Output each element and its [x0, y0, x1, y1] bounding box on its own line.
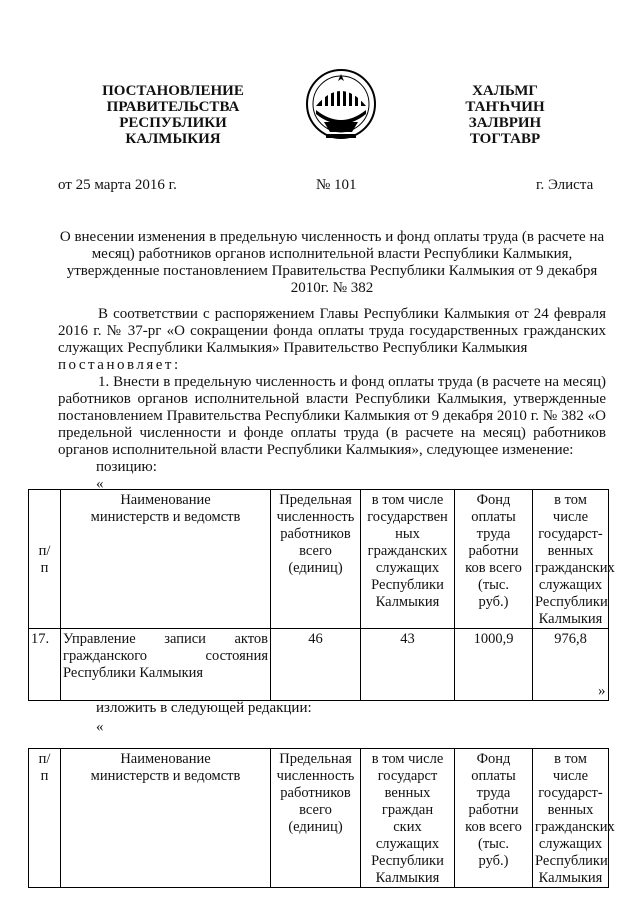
row-num: 17.	[29, 629, 61, 701]
document-date: от 25 марта 2016 г.	[58, 177, 177, 193]
coat-of-arms-icon	[296, 66, 386, 146]
table-header-row	[29, 490, 609, 629]
header-name: Наименование министерств и ведомств	[61, 749, 271, 888]
header-right-title: ХАЛЬМГ ТАҤҺЧИН ЗАЛВРИН ТОГТАВР	[465, 83, 545, 147]
preamble-paragraph: В соответствии с распоряжением Главы Республики Калмыкия от 24 февраля 2016 г. № 37-рг «О сокращении фонда оплаты труда государственных гражданских служащих Республики Калмыкия» Правительство Республики Калмыкия	[58, 306, 606, 356]
row-fund: 1000,9	[455, 629, 533, 701]
header-incl-civil: в том числе государствен ных гражданских служащих Республики Калмыкия	[361, 490, 455, 629]
position-label: позицию:	[96, 459, 157, 475]
positions-table-new	[28, 748, 615, 888]
header-left-title: ПОСТАНОВЛЕНИЕ ПРАВИТЕЛЬСТВА РЕСПУБЛИКИ КАЛМЫКИЯ	[102, 83, 244, 147]
document-city: г. Элиста	[536, 177, 594, 193]
resolves-word: постановляет:	[58, 357, 181, 373]
header-num: п/ п	[29, 749, 61, 888]
row-fund-civil: 976,8	[533, 629, 609, 701]
table-row	[29, 629, 609, 701]
header-name: Наименование министерств и ведомств	[61, 490, 271, 629]
row-name: Управление записи актов гражданского состояния Республики Калмыкия	[61, 629, 271, 701]
document-title: О внесении изменения в предельную численность и фонд оплаты труда (в расчете на месяц) работников органов исполнительной власти Республики Калмыкия, утвержденные постановлением Правительства Республики Калмыкия от 9 декабря 2010г. № 382	[59, 229, 605, 296]
row-limit: 46	[271, 629, 361, 701]
close-quote-1: »	[598, 683, 606, 699]
header-incl-civil: в том числе государст венных граждан ских служащих Республики Калмыкия	[361, 749, 455, 888]
header-fund: Фонд оплаты труда работни ков всего (тыс. руб.)	[455, 749, 533, 888]
header-fund-civil: в том числе государст- венных гражданских служащих Республики Калмыкия	[533, 490, 609, 629]
header-fund: Фонд оплаты труда работни ков всего (тыс. руб.)	[455, 490, 533, 629]
open-quote-2: «	[96, 719, 104, 735]
header-limit: Предельная численность работников всего (единиц)	[271, 490, 361, 629]
positions-table-current	[28, 489, 615, 701]
replace-label: изложить в следующей редакции:	[96, 700, 312, 716]
item-1-paragraph: 1. Внести в предельную численность и фонд оплаты труда (в расчете на месяц) работников органов исполнительной власти Республики Калмыкия, утвержденные постановлением Правительства Республики Калмыкия от 9 декабря 2010 г. № 382 «О предельной численности и фонде оплаты труда (в расчете на месяц) работников органов исполнительной власти Республики Калмыкия», следующее изменение:	[58, 374, 606, 458]
open-quote-1: «	[96, 476, 104, 492]
header-num: п/ п	[29, 490, 61, 629]
document-number: № 101	[316, 177, 357, 193]
header-fund-civil: в том числе государст- венных гражданских служащих Республики Калмыкия	[533, 749, 609, 888]
table-header-row	[29, 749, 609, 888]
row-incl-civil: 43	[361, 629, 455, 701]
header-limit: Предельная численность работников всего (единиц)	[271, 749, 361, 888]
